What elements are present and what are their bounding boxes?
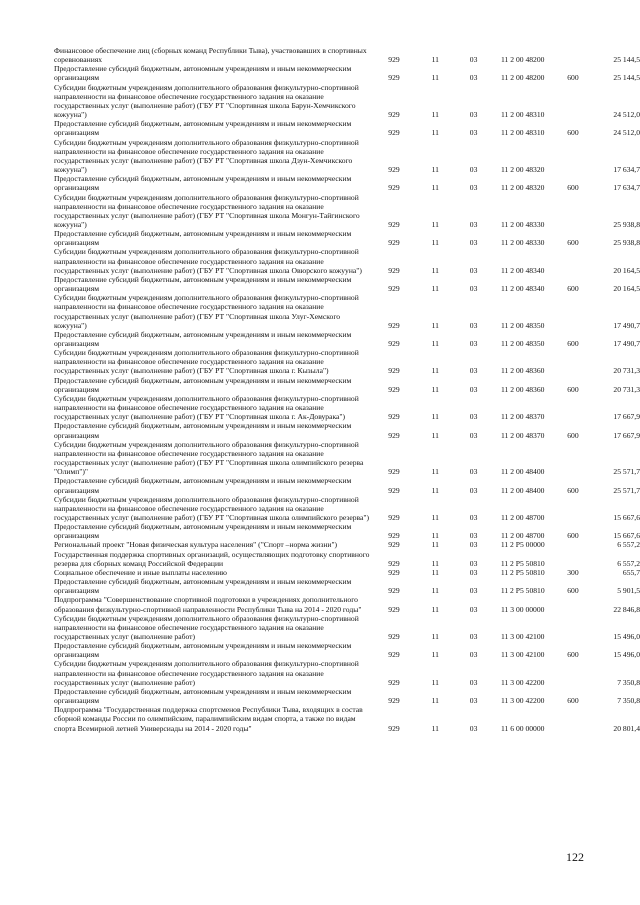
row-target-article-code: 11 3 00 42200	[501, 696, 545, 706]
row-target-article-code: 11 2 00 48200	[501, 73, 545, 83]
row-amount: 17 667,9	[613, 430, 640, 440]
row-grbs-code: 929	[388, 165, 400, 175]
row-subsection-code: 03	[469, 430, 478, 440]
row-subsection-code: 03	[469, 567, 478, 577]
row-amount: 17 490,7	[613, 320, 640, 330]
row-grbs-code: 929	[388, 586, 400, 596]
table-row	[54, 577, 640, 595]
row-grbs-code: 929	[388, 73, 400, 83]
row-expense-type-code	[555, 614, 590, 641]
table-row	[54, 247, 640, 274]
row-amount: 25 144,5	[613, 73, 640, 83]
row-expense-type-code	[555, 83, 590, 120]
row-name: Региональный проект "Новая физическая культура населения" ("Спорт –норма жизни")	[54, 540, 338, 550]
row-grbs-code: 929	[388, 531, 400, 541]
row-grbs-code: 929	[388, 650, 400, 660]
row-name: Предоставление субсидий бюджетным, автономным учреждениям и иным некоммерческим организациям	[54, 329, 352, 348]
row-grbs-code: 929	[388, 723, 400, 733]
row-section-code: 11	[431, 632, 439, 641]
row-target-article-code: 11 2 00 48340	[501, 265, 545, 275]
row-name: Субсидии бюджетным учреждениям дополнительного образования физкультурно-спортивной направленности на финансовое обеспечение государственного задания на оказание государственных услуг (выполнение работ) (ГБУ РТ "Спортивная школа Дзун-Хемчикского кожууна")	[54, 137, 359, 175]
row-grbs-code: 929	[388, 540, 400, 550]
row-expense-type-code	[555, 550, 590, 568]
row-grbs-code: 929	[388, 467, 400, 477]
row-expense-type-code: 600	[567, 430, 579, 440]
row-subsection-code: 03	[469, 339, 478, 348]
row-amount: 25 938,8	[613, 219, 640, 229]
table-row	[54, 64, 640, 82]
row-target-article-code: 11 2 00 48350	[501, 339, 545, 348]
row-target-article-code: 11 3 00 42100	[501, 650, 545, 660]
row-subsection-code: 03	[469, 467, 478, 477]
table-row	[54, 348, 640, 375]
row-expense-type-code	[555, 293, 590, 330]
row-target-article-code: 11 2 00 48310	[501, 128, 545, 138]
table-row	[54, 476, 640, 494]
row-section-code: 11	[431, 110, 439, 120]
row-subsection-code: 03	[469, 219, 478, 229]
row-expense-type-code: 600	[567, 284, 579, 294]
row-target-article-code: 11 2 00 48360	[501, 366, 545, 376]
row-section-code: 11	[431, 567, 439, 577]
row-amount: 7 350,8	[617, 696, 640, 706]
row-section-code: 11	[431, 339, 439, 348]
table-row	[54, 46, 640, 64]
row-subsection-code: 03	[469, 632, 478, 641]
row-name: Субсидии бюджетным учреждениям дополнительного образования физкультурно-спортивной направленности на финансовое обеспечение государственного задания на оказание государственных услуг (выполнение работ)	[54, 613, 359, 641]
row-grbs-code: 929	[388, 384, 400, 394]
row-name: Субсидии бюджетным учреждениям дополнительного образования физкультурно-спортивной направленности на финансовое обеспечение государственного задания на оказание государственных услуг (выполнение работ) (ГБУ РТ "Спортивная школа Овюрского кожууна")	[54, 247, 362, 275]
row-name: Подпрограмма "Совершенствование спортивной подготовки в учреждениях дополнительного образования физкультурно-спортивной направленности Республики Тыва на 2014 - 2020 годы"	[54, 595, 362, 614]
table-row	[54, 138, 640, 175]
row-section-code: 11	[431, 723, 439, 733]
row-target-article-code: 11 2 P5 50810	[500, 586, 545, 596]
row-target-article-code: 11 2 P5 00000	[500, 540, 545, 550]
row-section-code: 11	[431, 485, 439, 495]
row-name: Предоставление субсидий бюджетным, автономным учреждениям и иным некоммерческим организациям	[54, 119, 352, 138]
row-expense-type-code: 600	[567, 650, 579, 660]
row-grbs-code: 929	[388, 265, 400, 275]
row-section-code: 11	[431, 467, 439, 477]
row-subsection-code: 03	[469, 183, 478, 193]
row-subsection-code: 03	[469, 540, 478, 550]
row-subsection-code: 03	[469, 366, 478, 376]
row-name: Субсидии бюджетным учреждениям дополнительного образования физкультурно-спортивной направленности на финансовое обеспечение государственного задания на оказание государственных услуг (выполнение работ) (ГБУ РТ "Спортивная школа г. Кызыла")	[54, 348, 359, 376]
row-section-code: 11	[431, 384, 439, 394]
row-amount: 25 144,5	[613, 55, 640, 65]
row-section-code: 11	[431, 128, 439, 138]
row-target-article-code: 11 2 00 48330	[501, 219, 545, 229]
row-name: Предоставление субсидий бюджетным, автономным учреждениям и иным некоммерческим организациям	[54, 641, 352, 660]
row-expense-type-code	[555, 495, 590, 522]
row-subsection-code: 03	[469, 320, 478, 330]
table-row	[54, 687, 640, 705]
row-amount: 20 164,5	[613, 284, 640, 294]
table-row	[54, 83, 640, 120]
table-row	[54, 394, 640, 421]
row-subsection-code: 03	[469, 265, 478, 275]
row-name: Субсидии бюджетным учреждениям дополнительного образования физкультурно-спортивной направленности на финансовое обеспечение государственного задания на оказание государственных услуг (выполнение работ) (ГБУ РТ "Спортивная школа Монгун-Тайгинского кожууна")	[54, 192, 360, 229]
budget-table-body	[54, 46, 640, 733]
row-target-article-code: 11 2 P5 50810	[500, 558, 545, 568]
row-target-article-code: 11 2 00 48400	[501, 485, 545, 495]
table-row	[54, 641, 640, 659]
row-expense-type-code	[555, 705, 590, 732]
table-row	[54, 275, 640, 293]
row-section-code: 11	[431, 604, 439, 614]
row-expense-type-code	[555, 46, 590, 64]
row-section-code: 11	[431, 183, 439, 193]
row-section-code: 11	[431, 284, 439, 294]
row-grbs-code: 929	[388, 567, 400, 577]
row-expense-type-code	[555, 659, 590, 686]
row-grbs-code: 929	[388, 55, 400, 65]
row-expense-type-code: 600	[567, 531, 579, 541]
row-name: Предоставление субсидий бюджетным, автономным учреждениям и иным некоммерческим организациям	[54, 421, 352, 440]
row-subsection-code: 03	[469, 384, 478, 394]
row-section-code: 11	[431, 677, 439, 687]
row-name: Предоставление субсидий бюджетным, автономным учреждениям и иным некоммерческим организациям	[54, 274, 352, 294]
row-target-article-code: 11 6 00 00000	[501, 723, 545, 733]
row-grbs-code: 929	[388, 183, 400, 193]
row-expense-type-code	[555, 595, 590, 613]
row-target-article-code: 11 2 00 48400	[501, 467, 545, 477]
row-name: Предоставление субсидий бюджетным, автономным учреждениям и иным некоммерческим организациям	[54, 64, 352, 83]
row-expense-type-code: 600	[567, 586, 579, 596]
row-target-article-code: 11 3 00 42100	[501, 632, 545, 641]
row-grbs-code: 929	[388, 558, 400, 568]
row-name: Субсидии бюджетным учреждениям дополнительного образования физкультурно-спортивной направленности на финансовое обеспечение государственного задания на оказание государственных услуг (выполнение работ) (ГБУ РТ "Спортивная школа олимпийского резерва "Олимп")"	[54, 439, 364, 477]
row-expense-type-code	[555, 540, 590, 549]
row-amount: 20 731,3	[613, 384, 640, 394]
row-grbs-code: 929	[388, 512, 400, 522]
row-grbs-code: 929	[388, 632, 400, 641]
row-expense-type-code: 600	[567, 183, 579, 193]
row-amount: 15 667,6	[613, 512, 640, 522]
row-subsection-code: 03	[469, 110, 478, 120]
row-grbs-code: 929	[388, 366, 400, 376]
row-expense-type-code	[555, 138, 590, 175]
row-grbs-code: 929	[388, 604, 400, 614]
row-expense-type-code: 600	[567, 696, 579, 706]
row-subsection-code: 03	[469, 284, 478, 294]
row-name: Социальное обеспечение и иные выплаты населению	[54, 567, 227, 577]
row-target-article-code: 11 2 00 48200	[501, 55, 545, 65]
row-section-code: 11	[431, 430, 439, 440]
row-amount: 25 571,7	[613, 467, 640, 477]
table-row	[54, 659, 640, 686]
table-row	[54, 330, 640, 348]
row-subsection-code: 03	[469, 586, 478, 596]
row-expense-type-code	[555, 348, 590, 375]
row-section-code: 11	[431, 238, 439, 248]
row-section-code: 11	[431, 73, 439, 83]
table-row	[54, 376, 640, 394]
row-name: Субсидии бюджетным учреждениям дополнительного образования физкультурно-спортивной направленности на финансовое обеспечение государственного задания на оказание государственных услуг (выполнение работ) (ГБУ РТ "Спортивная школа Улуг-Хемского кожууна")	[54, 293, 359, 330]
row-section-code: 11	[431, 165, 439, 175]
row-section-code: 11	[431, 55, 439, 65]
row-grbs-code: 929	[388, 110, 400, 120]
row-section-code: 11	[431, 586, 439, 596]
row-target-article-code: 11 2 00 48700	[501, 531, 545, 541]
row-section-code: 11	[431, 696, 439, 706]
row-expense-type-code	[555, 394, 590, 421]
row-amount: 20 164,5	[613, 265, 640, 275]
row-subsection-code: 03	[469, 412, 478, 422]
row-amount: 7 350,8	[617, 677, 640, 687]
row-name: Предоставление субсидий бюджетным, автономным учреждениям и иным некоммерческим организациям	[54, 476, 352, 495]
row-name: Предоставление субсидий бюджетным, автономным учреждениям и иным некоммерческим организациям	[54, 375, 352, 394]
table-row	[54, 229, 640, 247]
budget-table	[54, 46, 640, 733]
row-section-code: 11	[431, 650, 439, 660]
row-name: Предоставление субсидий бюджетным, автономным учреждениям и иным некоммерческим организациям	[54, 229, 352, 248]
row-subsection-code: 03	[469, 512, 478, 522]
row-grbs-code: 929	[388, 128, 400, 138]
row-grbs-code: 929	[388, 696, 400, 706]
table-row	[54, 595, 640, 613]
row-section-code: 11	[431, 412, 439, 422]
row-amount: 25 571,7	[613, 485, 640, 495]
row-grbs-code: 929	[388, 339, 400, 348]
table-row	[54, 495, 640, 522]
row-target-article-code: 11 2 00 48340	[501, 284, 545, 294]
row-section-code: 11	[431, 320, 439, 330]
row-expense-type-code	[555, 440, 590, 477]
table-row	[54, 522, 640, 540]
table-row	[54, 550, 640, 568]
row-grbs-code: 929	[388, 677, 400, 687]
row-section-code: 11	[431, 265, 439, 275]
row-target-article-code: 11 3 00 00000	[501, 604, 545, 614]
row-section-code: 11	[431, 366, 439, 376]
table-row	[54, 421, 640, 439]
table-row	[54, 540, 640, 549]
row-section-code: 11	[431, 512, 439, 522]
row-expense-type-code: 600	[567, 238, 579, 248]
row-name: Субсидии бюджетным учреждениям дополнительного образования физкультурно-спортивной направленности на финансовое обеспечение государственного задания на оказание государственных услуг (выполнение работ) (ГБУ РТ "Спортивная школа г. Ак-Довурака")	[54, 393, 359, 422]
row-expense-type-code	[555, 247, 590, 274]
row-subsection-code: 03	[469, 558, 478, 568]
row-expense-type-code: 300	[567, 567, 579, 577]
table-row	[54, 568, 640, 577]
row-name: Предоставление субсидий бюджетным, автономным учреждениям и иным некоммерческим организациям	[54, 577, 352, 596]
table-row	[54, 193, 640, 230]
row-target-article-code: 11 2 00 48370	[501, 430, 545, 440]
table-row	[54, 174, 640, 192]
row-expense-type-code: 600	[567, 485, 579, 495]
row-subsection-code: 03	[469, 650, 478, 660]
row-name: Предоставление субсидий бюджетным, автономным учреждениям и иным некоммерческим организациям	[54, 686, 352, 706]
row-subsection-code: 03	[469, 485, 478, 495]
row-amount: 17 667,9	[613, 412, 640, 422]
row-amount: 17 634,7	[613, 183, 640, 193]
table-row	[54, 440, 640, 477]
row-grbs-code: 929	[388, 320, 400, 330]
row-subsection-code: 03	[469, 238, 478, 248]
row-target-article-code: 11 2 00 48320	[501, 183, 545, 193]
row-amount: 6 557,2	[617, 558, 640, 568]
row-section-code: 11	[431, 219, 439, 229]
row-subsection-code: 03	[469, 531, 478, 541]
row-amount: 25 938,8	[613, 238, 640, 248]
row-name: Предоставление субсидий бюджетным, автономным учреждениям и иным некоммерческим организациям	[54, 174, 352, 193]
row-subsection-code: 03	[469, 604, 478, 614]
table-row	[54, 119, 640, 137]
row-name: Субсидии бюджетным учреждениям дополнительного образования физкультурно-спортивной направленности на финансовое обеспечение государственного задания на оказание государственных услуг (выполнение работ) (ГБУ РТ "Спортивная школа олимпийского резерва")	[54, 494, 370, 522]
row-target-article-code: 11 2 00 48350	[501, 320, 545, 330]
row-subsection-code: 03	[469, 165, 478, 175]
row-target-article-code: 11 2 00 48370	[501, 412, 545, 422]
row-name: Субсидии бюджетным учреждениям дополнительного образования физкультурно-спортивной направленности на финансовое обеспечение государственного задания на оказание государственных услуг (выполнение работ) (ГБУ РТ "Спортивная школа Барун-Хемчикского кожууна")	[54, 82, 359, 120]
row-amount: 15 667,6	[613, 531, 640, 541]
row-target-article-code: 11 2 P5 50810	[500, 567, 545, 577]
row-amount: 17 634,7	[613, 165, 640, 175]
row-amount: 22 846,8	[613, 604, 640, 614]
row-name: Подпрограмма "Государственная поддержка спортсменов Республики Тыва, входящих в состав сборной команды России по олимпийским, паралимпийским видам спорта, а также по видам спорта Всемирной летней Универсиады на 2014 - 2020 годы"	[54, 705, 363, 733]
row-target-article-code: 11 3 00 42200	[501, 677, 545, 687]
row-amount: 20 801,4	[613, 723, 640, 733]
row-target-article-code: 11 2 00 48700	[501, 512, 545, 522]
row-subsection-code: 03	[469, 677, 478, 687]
row-name: Финансовое обеспечение лиц (сборных команд Республики Тыва), участвовавших в спортивных соревнованиях	[54, 46, 367, 65]
row-subsection-code: 03	[469, 723, 478, 733]
row-amount: 655,7	[622, 567, 640, 577]
table-row	[54, 614, 640, 641]
row-amount: 15 496,0	[613, 650, 640, 660]
row-grbs-code: 929	[388, 430, 400, 440]
row-expense-type-code: 600	[567, 73, 579, 83]
row-amount: 17 490,7	[613, 339, 640, 348]
row-grbs-code: 929	[388, 485, 400, 495]
table-row	[54, 705, 640, 732]
row-amount: 5 901,5	[617, 586, 640, 596]
row-expense-type-code: 600	[567, 128, 579, 138]
row-amount: 24 512,0	[613, 128, 640, 138]
row-target-article-code: 11 2 00 48330	[501, 238, 545, 248]
row-section-code: 11	[431, 540, 439, 550]
row-amount: 24 512,0	[613, 110, 640, 120]
row-grbs-code: 929	[388, 284, 400, 294]
table-row	[54, 293, 640, 330]
row-section-code: 11	[431, 531, 439, 541]
row-expense-type-code: 600	[567, 339, 579, 348]
row-target-article-code: 11 2 00 48360	[501, 384, 545, 394]
row-grbs-code: 929	[388, 238, 400, 248]
row-target-article-code: 11 2 00 48310	[501, 110, 545, 120]
row-amount: 6 557,2	[617, 540, 640, 550]
row-expense-type-code	[555, 193, 590, 230]
row-subsection-code: 03	[469, 128, 478, 138]
row-amount: 20 731,3	[613, 366, 640, 376]
row-name: Субсидии бюджетным учреждениям дополнительного образования физкультурно-спортивной направленности на финансовое обеспечение государственного задания на оказание государственных услуг (выполнение работ)	[54, 659, 359, 687]
row-grbs-code: 929	[388, 412, 400, 422]
page-number: 122	[566, 850, 584, 864]
row-subsection-code: 03	[469, 55, 478, 65]
row-expense-type-code: 600	[567, 384, 579, 394]
row-name: Государственная поддержка спортивных организаций, осуществляющих подготовку спортивного резерва для сборных команд Российской Федерации	[54, 549, 370, 568]
row-amount: 15 496,0	[613, 632, 640, 641]
row-section-code: 11	[431, 558, 439, 568]
row-target-article-code: 11 2 00 48320	[501, 165, 545, 175]
row-subsection-code: 03	[469, 73, 478, 83]
row-subsection-code: 03	[469, 696, 478, 706]
row-name: Предоставление субсидий бюджетным, автономным учреждениям и иным некоммерческим организациям	[54, 522, 352, 541]
row-grbs-code: 929	[388, 219, 400, 229]
